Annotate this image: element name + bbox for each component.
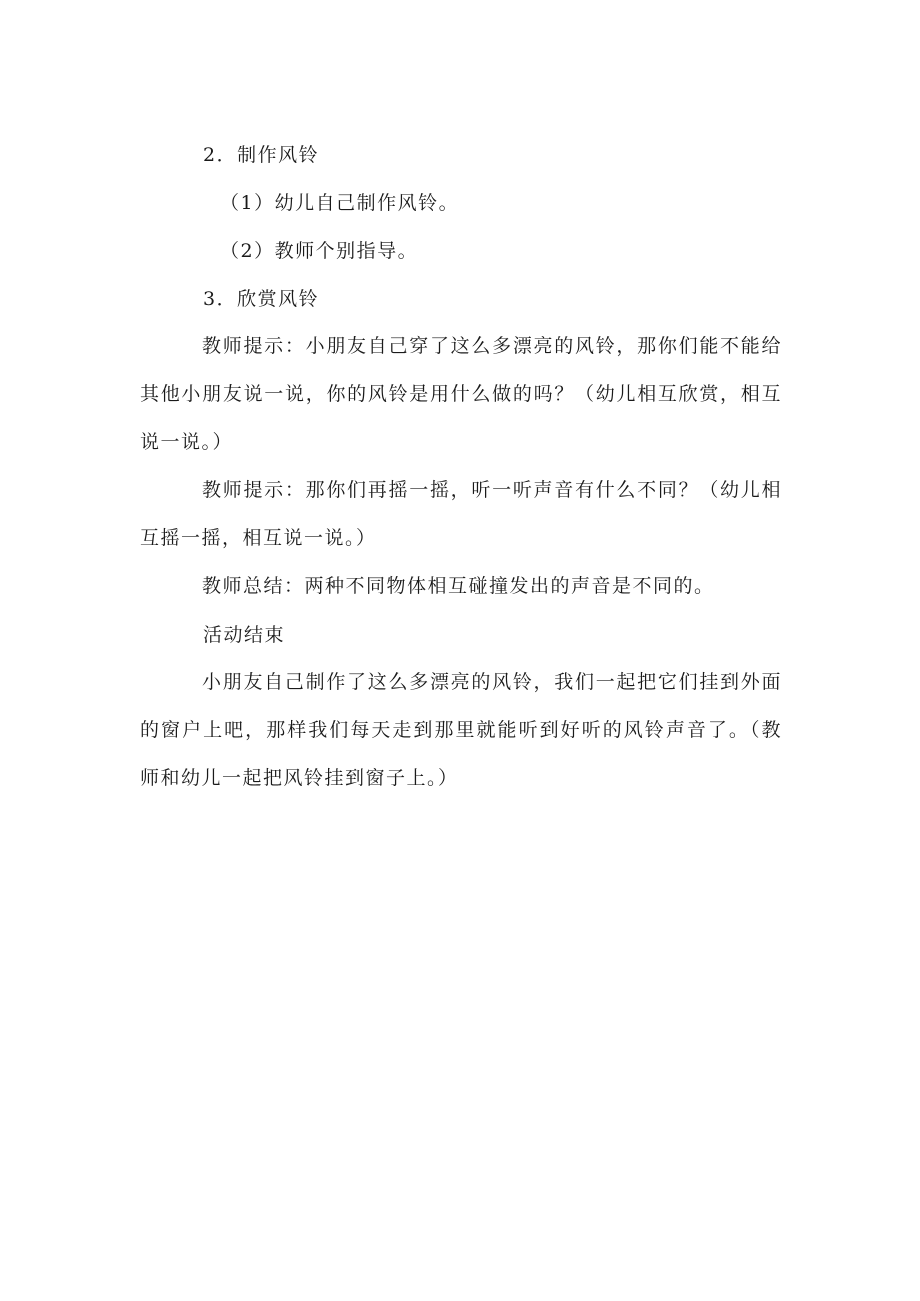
- activity-end-heading: 活动结束: [203, 624, 286, 646]
- list-item-2: （2）教师个别指导。: [220, 240, 419, 262]
- section-2-heading: 2．制作风铃: [203, 144, 320, 166]
- paragraph-activity-end: 小朋友自己制作了这么多漂亮的风铃，我们一起把它们挂到外面的窗户上吧，那样我们每天走到那里就能听到好听的风铃声音了。（教师和幼儿一起把风铃挂到窗子上。）: [140, 671, 782, 789]
- paragraph-teacher-prompt-1: 教师提示：小朋友自己穿了这么多漂亮的风铃，那你们能不能给其他小朋友说一说，你的风铃是用什么做的吗？（幼儿相互欣赏，相互说一说。）: [140, 335, 782, 453]
- section-3-heading: 3．欣赏风铃: [203, 288, 320, 310]
- list-item-1: （1）幼儿自己制作风铃。: [220, 192, 460, 214]
- paragraph-teacher-prompt-2: 教师提示：那你们再摇一摇，听一听声音有什么不同？（幼儿相互摇一摇，相互说一说。）: [140, 479, 782, 549]
- paragraph-teacher-summary: 教师总结：两种不同物体相互碰撞发出的声音是不同的。: [202, 575, 715, 597]
